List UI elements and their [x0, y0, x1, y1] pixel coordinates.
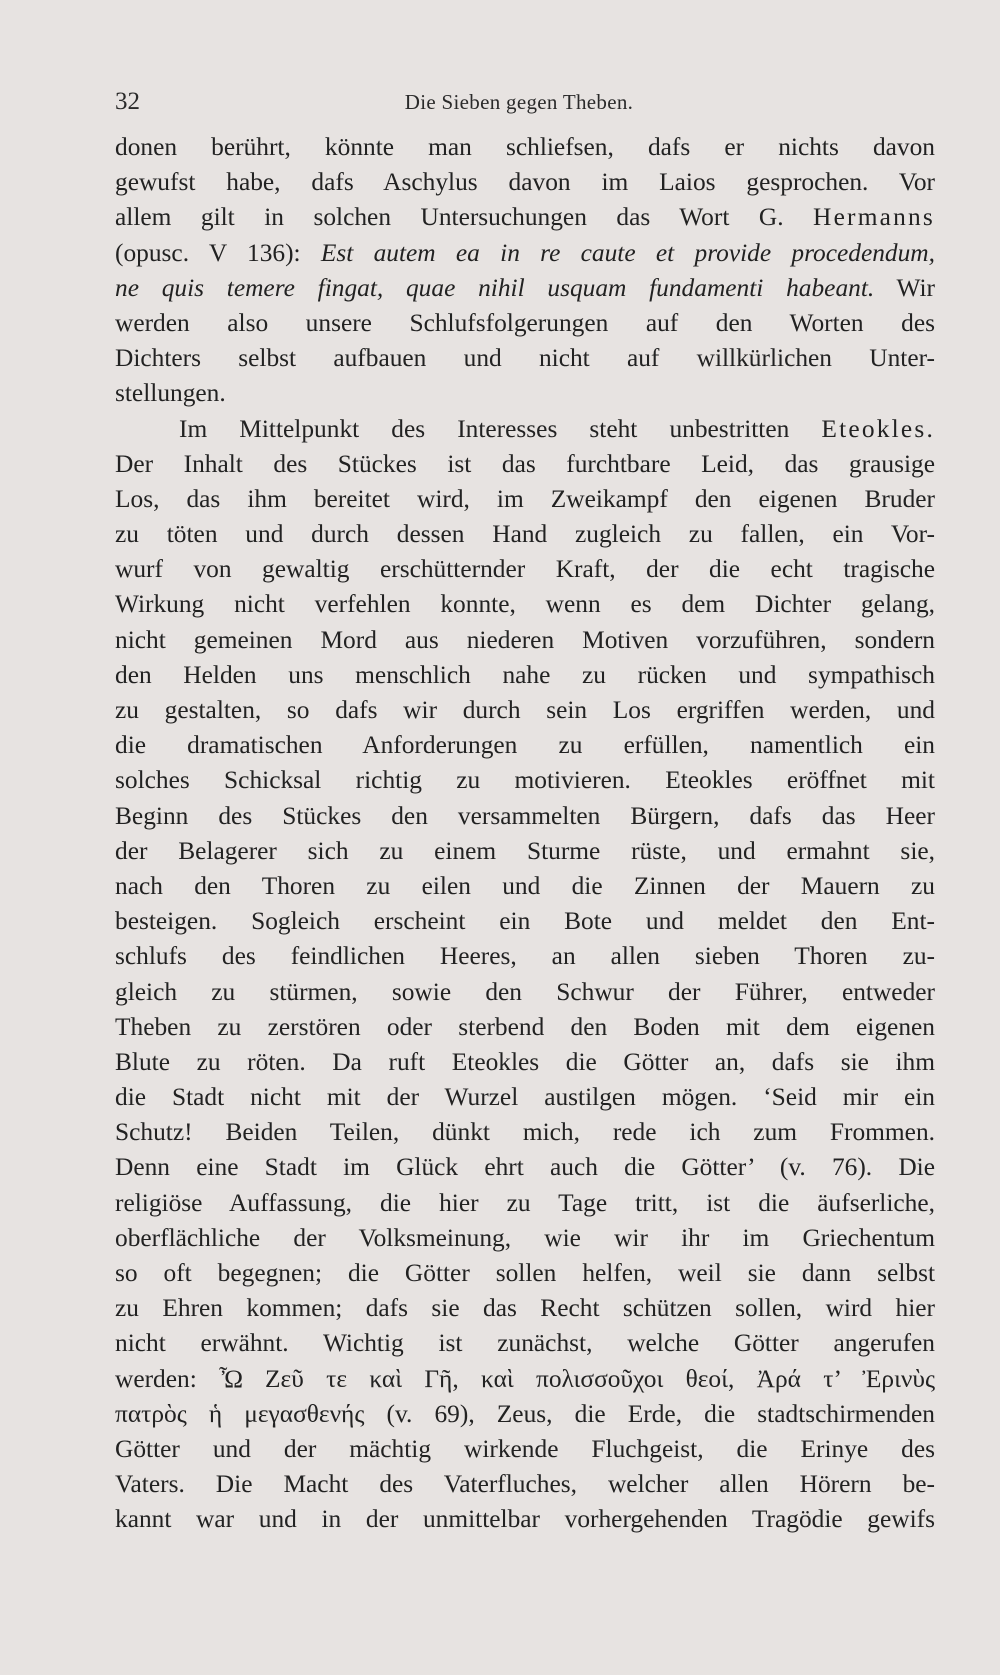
text-line: Blute zu röten. Da ruft Eteokles die Götter an, dafs sie ihm	[115, 1047, 935, 1076]
latin-quote: Est autem ea in re caute et provide procedendum,	[320, 238, 935, 267]
text-line: Beginn des Stückes den versammelten Bürgern, dafs das Heer	[115, 801, 935, 830]
text-line: die Stadt nicht mit der Wurzel austilgen mögen. ‘Seid mir ein	[115, 1083, 935, 1112]
text-line: nicht gemeinen Mord aus niederen Motiven vorzuführen, sondern	[115, 625, 935, 654]
text-line: πατρὸς ἡ μεγασθενής (v. 69), Zeus, die Erde, die stadtschirmenden	[115, 1399, 935, 1428]
text-line	[115, 412, 935, 447]
text-line: zu töten und durch dessen Hand zugleich zu fallen, ein Vor-	[115, 520, 935, 549]
latin-quote: ne quis temere fingat, quae nihil usquam fundamenti habeant.	[115, 273, 875, 302]
text-line: nach den Thoren zu eilen und die Zinnen der Mauern zu	[115, 871, 935, 900]
spaced-name: Eteokles.	[821, 414, 935, 443]
body-text	[115, 130, 935, 1538]
text-line: gewufst habe, dafs Aschylus davon im Laios gesprochen. Vor	[115, 168, 935, 197]
text-line: so oft begegnen; die Götter sollen helfen, weil sie dann selbst	[115, 1259, 935, 1287]
text-line: stellungen.	[115, 379, 226, 408]
text-line: religiöse Auffassung, die hier zu Tage tritt, ist die äufserliche,	[115, 1188, 935, 1217]
text-run: (opusc. V 136):	[115, 238, 321, 267]
text-line: zu Ehren kommen; dafs sie das Recht schützen sollen, wird hier	[115, 1294, 935, 1323]
text-line: den Helden uns menschlich nahe zu rücken und sympathisch	[115, 660, 935, 689]
text-line	[115, 236, 935, 271]
text-line	[115, 200, 935, 235]
page-header	[115, 88, 923, 124]
text-line: besteigen. Sogleich erscheint ein Bote und meldet den Ent-	[115, 907, 935, 936]
text-line	[115, 271, 935, 306]
text-line: Los, das ihm bereitet wird, im Zweikampf den eigenen Bruder	[115, 484, 935, 513]
spaced-name: Hermanns	[813, 203, 935, 232]
text-line: wurf von gewaltig erschütternder Kraft, der die echt tragische	[115, 555, 935, 584]
text-line: schlufs des feindlichen Heeres, an allen sieben Thoren zu-	[115, 942, 935, 971]
text-line: kannt war und in der unmittelbar vorhergehenden Tragödie gewifs	[115, 1505, 935, 1534]
text-line: Schutz! Beiden Teilen, dünkt mich, rede ich zum Frommen.	[115, 1118, 935, 1147]
text-line: werden also unsere Schlufsfolgerungen auf den Worten des	[115, 308, 935, 337]
text-line: Götter und der mächtig wirkende Fluchgeist, die Erinye des	[115, 1434, 935, 1463]
text-line: Theben zu zerstören oder sterbend den Boden mit dem eigenen	[115, 1012, 935, 1041]
text-line: donen berührt, könnte man schliefsen, dafs er nichts davon	[115, 133, 935, 161]
text-line: zu gestalten, so dafs wir durch sein Los ergriffen werden, und	[115, 696, 935, 724]
text-run: Wir	[874, 273, 935, 302]
text-line: Der Inhalt des Stückes ist das furchtbare Leid, das grausige	[115, 449, 935, 478]
text-line: Dichters selbst aufbauen und nicht auf willkürlichen Unter-	[115, 344, 935, 373]
text-line: nicht erwähnt. Wichtig ist zunächst, welche Götter angerufen	[115, 1329, 935, 1358]
text-line: oberflächliche der Volksmeinung, wie wir ihr im Griechentum	[115, 1223, 935, 1252]
running-title: Die Sieben gegen Theben.	[404, 90, 634, 114]
text-run: allem gilt in solchen Untersuchungen das Wort G.	[115, 203, 814, 232]
text-line: Denn eine Stadt im Glück ehrt auch die Götter’ (v. 76). Die	[115, 1153, 935, 1182]
text-run: Im Mittelpunkt des Interesses steht unbestritten	[179, 414, 822, 443]
text-line: Vaters. Die Macht des Vaterfluches, welcher allen Hörern be-	[115, 1470, 935, 1499]
text-line: die dramatischen Anforderungen zu erfüllen, namentlich ein	[115, 731, 935, 760]
text-line: Wirkung nicht verfehlen konnte, wenn es dem Dichter gelang,	[115, 590, 935, 619]
text-line: gleich zu stürmen, sowie den Schwur der Führer, entweder	[115, 977, 935, 1006]
text-line: solches Schicksal richtig zu motivieren. Eteokles eröffnet mit	[115, 766, 935, 795]
text-line: werden: Ὦ Ζεῦ τε καὶ Γῆ, καὶ πολισσοῦχοι θεοί, Ἀρά τ’ Ἐρινὺς	[115, 1364, 935, 1393]
text-line: der Belagerer sich zu einem Sturme rüste, und ermahnt sie,	[115, 836, 935, 865]
page-number: 32	[115, 88, 140, 115]
